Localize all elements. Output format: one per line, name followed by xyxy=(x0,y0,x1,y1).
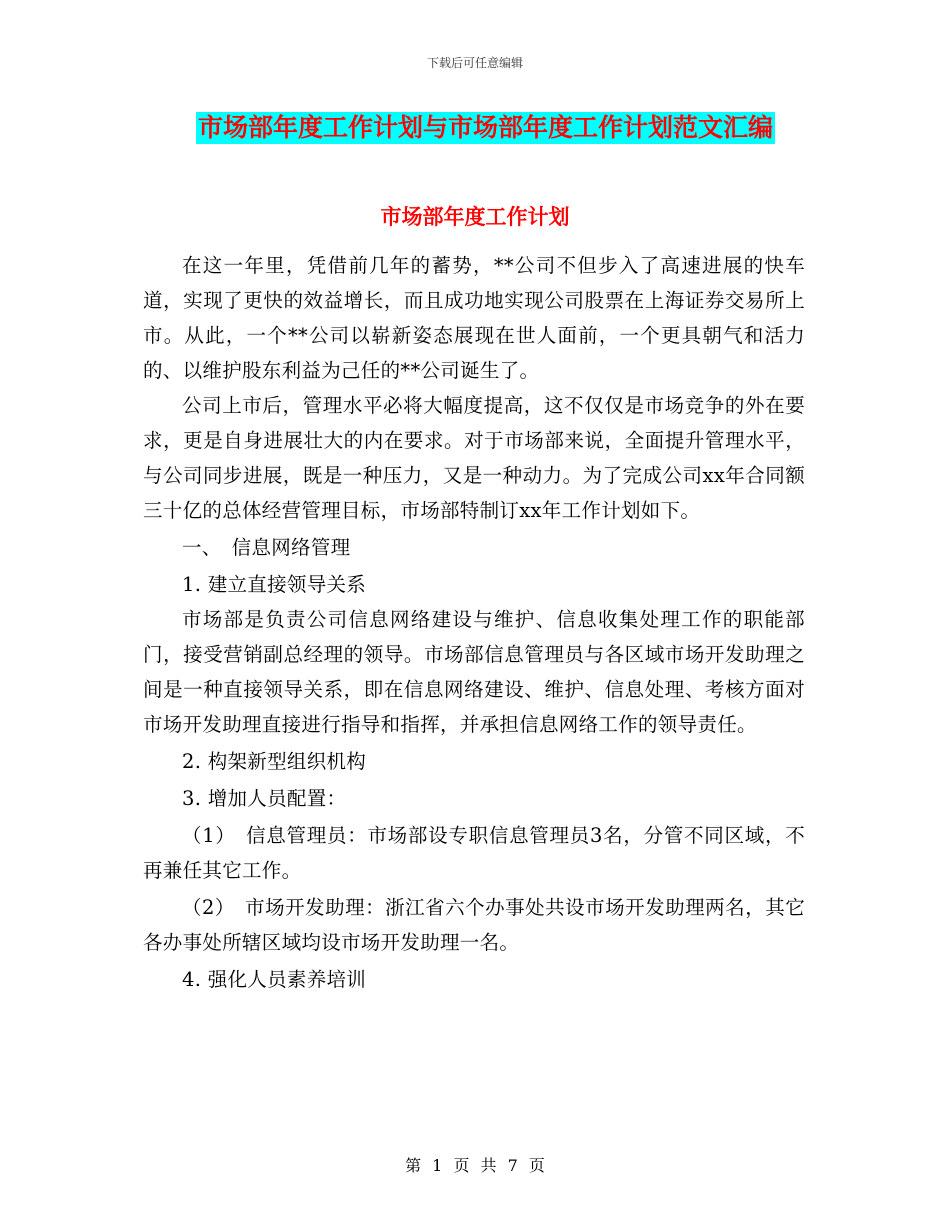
section-heading: 一、 信息网络管理 xyxy=(182,536,351,559)
document-title: 市场部年度工作计划与市场部年度工作计划范文汇编 xyxy=(198,113,774,142)
list-item: 3. 增加人员配置： xyxy=(182,787,347,810)
list-item: （2） 市场开发助理：浙江省六个办事处共设市场开发助理两名，其它各办事处所辖区域均设市场开发助理一名。 xyxy=(143,896,805,954)
document-body xyxy=(143,248,805,997)
list-item: （1） 信息管理员：市场部设专职信息管理员3名，分管不同区域，不再兼任其它工作。 xyxy=(143,824,805,882)
paragraph: 在这一年里，凭借前几年的蓄势，**公司不但步入了高速进展的快车道，实现了更快的效益增长，而且成功地实现公司股票在上海证券交易所上市。从此，一个**公司以崭新姿态展现在世人面前，一个更具朝气和活力的、以维护股东利益为己任的**公司诞生了。 xyxy=(143,254,805,382)
list-item: 1. 建立直接领导关系 xyxy=(182,573,367,596)
paragraph: 市场部是负责公司信息网络建设与维护、信息收集处理工作的职能部门，接受营销副总经理的领导。市场部信息管理员与各区域市场开发助理之间是一种直接领导关系，即在信息网络建设、维护、信息处理、考核方面对市场开发助理直接进行指导和指挥，并承担信息网络工作的领导责任。 xyxy=(143,608,805,736)
list-item: 2. 构架新型组织机构 xyxy=(182,750,367,773)
list-item: 4. 强化人员素养培训 xyxy=(182,968,367,991)
section-title: 市场部年度工作计划 xyxy=(380,204,570,229)
paragraph: 公司上市后，管理水平必将大幅度提高，这不仅仅是市场竞争的外在要求，更是自身进展壮大的内在要求。对于市场部来说，全面提升管理水平，与公司同步进展，既是一种压力，又是一种动力。为了完成公司xx年合同额三十亿的总体经营管理目标，市场部特制订xx年工作计划如下。 xyxy=(143,394,805,522)
header-note: 下载后可任意编辑 xyxy=(426,56,523,70)
page-number: 第 1 页 共 7 页 xyxy=(405,1156,545,1175)
